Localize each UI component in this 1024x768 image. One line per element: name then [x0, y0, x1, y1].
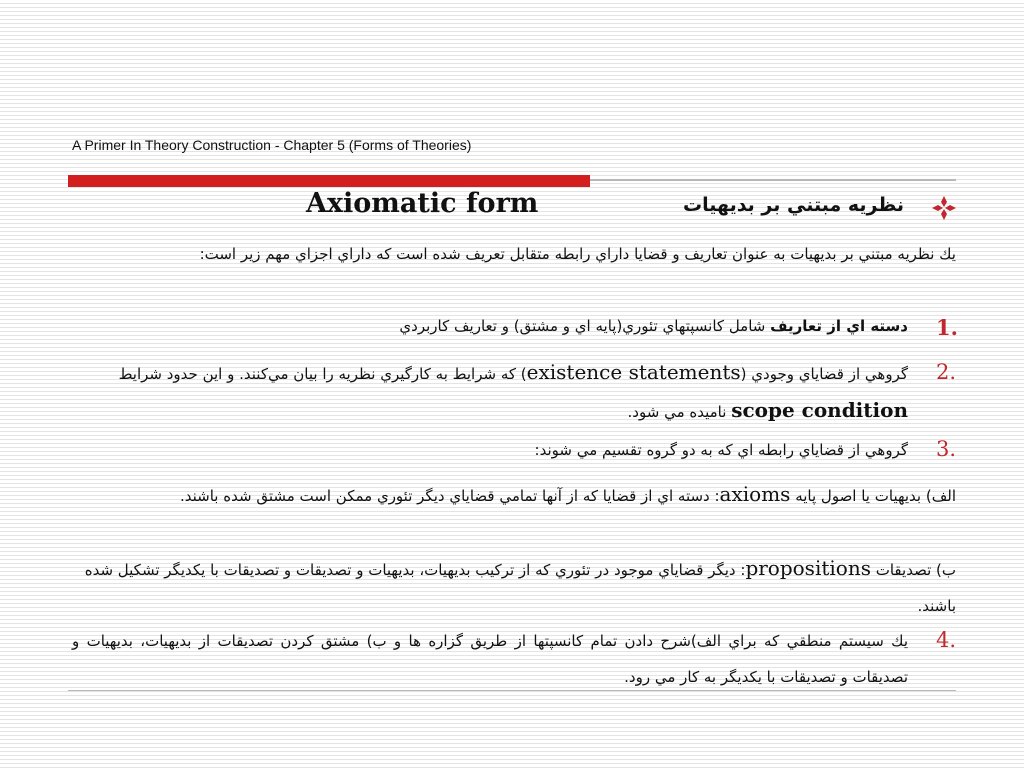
item-1-rest: شامل كانسپتهاي تئوري(پايه اي و مشتق) و تعاريف كاربردي [399, 317, 771, 335]
header-title: A Primer In Theory Construction - Chapter 5 (Forms of Theories) [72, 137, 472, 153]
subitem-a-text: : دسته اي از قضايا كه از آنها تمامي قضاياي ديگر تئوري ممكن است مشتق شده باشند. [180, 487, 720, 505]
item-2-text [100, 354, 908, 430]
bottom-rule [68, 690, 956, 691]
subitem-b-prefix: ب) تصديقات [870, 561, 956, 579]
item-1-bold: دسته اي از تعاريف [770, 317, 908, 335]
subitem-a [100, 476, 956, 514]
diamond-star-bullet-icon [930, 194, 958, 222]
item-2-before: گروهي از قضاياي وجودي ( [740, 365, 908, 383]
item-3-text: گروهي از قضاياي رابطه اي كه به دو گروه تقسيم مي شوند: [534, 441, 908, 459]
item-3-number: 3. [936, 437, 957, 461]
heading-persian: نظريه مبتني بر بديهيات [683, 194, 904, 216]
subitem-b [72, 550, 956, 624]
subitem-b-english-term: propositions [745, 556, 871, 580]
item-1-number: 1. [936, 315, 958, 340]
item-2-after: ) كه شرايط به كارگيري نظريه را بيان مي‌كنند. و اين حدود شرايط [118, 365, 527, 383]
subitem-a-prefix: الف) بديهيات يا اصول پايه [790, 487, 956, 505]
header-red-rule [68, 175, 590, 187]
item-2-english-term: existence statements [526, 360, 741, 384]
header-gray-rule [590, 179, 956, 181]
item-4-number: 4. [936, 628, 957, 652]
item-2-end: ناميده مي شود. [627, 403, 732, 421]
item-2-number: 2. [936, 360, 957, 384]
subitem-b-text: : ديگر قضاياي موجود در تئوري كه از تركيب بديهيات، بديهيات و تصديقات و تصديقات با يكديگر تشكيل شده باشند. [84, 561, 956, 615]
intro-paragraph: يك نظريه مبتني بر بديهيات به عنوان تعاريف و قضايا داراي رابطه متقابل تعريف شده است كه داراي اجزاي مهم زير است: [199, 245, 956, 263]
item-1-text [100, 308, 908, 344]
subitem-a-english-term: axioms [719, 482, 791, 506]
item-2-bold-english-term: scope condition [731, 398, 908, 422]
item-4-text: يك سيستم منطقي كه براي الف)شرح دادن تمام كانسپتها از طريق گزاره ها و ب) مشتق كردن تصديقات از بديهيات، بديهيات و تصديقات و تصديقات با يكديگر به كار مي رود. [72, 632, 908, 686]
heading-english: Axiomatic form [306, 188, 539, 219]
